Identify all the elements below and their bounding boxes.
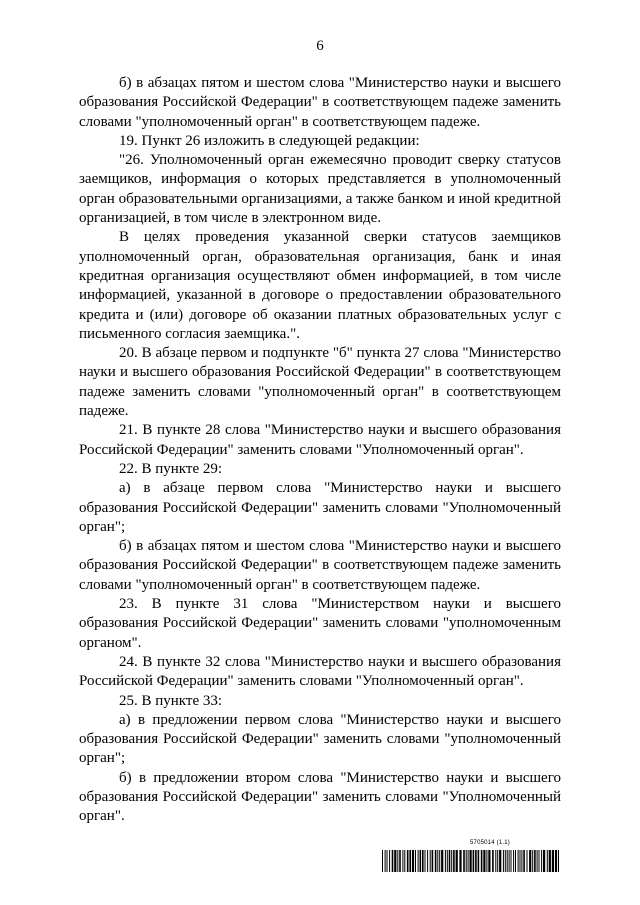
paragraph: 19. Пункт 26 изложить в следующей редакции: <box>119 132 420 149</box>
paragraph: б) в абзацах пятом и шестом слова "Министерство науки и высшего образования Российской Федерации" в соответствующем падеже заменить словами "уполномоченный орган" в соответствующем падеже. <box>79 538 561 593</box>
paragraph: 22. В пункте 29: <box>119 460 223 477</box>
paragraph: 23. В пункте 31 слова "Министерством науки и высшего образования Российской Федерации" заменить словами "уполномоченным органом". <box>79 596 561 651</box>
paragraph: б) в абзацах пятом и шестом слова "Министерство науки и высшего образования Российской Федерации" в соответствующем падеже заменить словами "уполномоченный орган" в соответствующем падеже. <box>79 75 561 130</box>
paragraph: В целях проведения указанной сверки статусов заемщиков уполномоченный орган, образовательная организация, банк и иная кредитная организация осуществляют обмен информацией, в том числе информацией, указанной в договоре о предоставлении образовательного кредита и (или) договоре об оказании платных образовательных услуг с письменного согласия заемщика.". <box>79 229 561 342</box>
paragraph: 25. В пункте 33: <box>119 692 223 709</box>
document-code: 5705014 (1.1) <box>470 840 510 846</box>
paragraph: 24. В пункте 32 слова "Министерство науки и высшего образования Российской Федерации" заменить словами "Уполномоченный орган". <box>79 653 561 690</box>
document-body <box>79 74 561 827</box>
page-number: 6 <box>316 38 324 54</box>
barcode <box>382 850 560 872</box>
paragraph: 21. В пункте 28 слова "Министерство науки и высшего образования Российской Федерации" заменить словами "Уполномоченный орган". <box>79 422 561 458</box>
paragraph: б) в предложении втором слова "Министерство науки и высшего образования Российской Федерации" заменить словами "Уполномоченный орган". <box>79 769 561 825</box>
paragraph: "26. Уполномоченный орган ежемесячно проводит сверку статусов заемщиков, информация о которых представляется в уполномоченный орган образовательными организациями, а также банком и иной кредитной организацией, в том числе в электронном виде. <box>79 152 561 227</box>
paragraph: а) в предложении первом слова "Министерство науки и высшего образования Российской Федерации" заменить словами "уполномоченный орган"; <box>79 711 561 767</box>
paragraph: 20. В абзаце первом и подпункте "б" пункта 27 слова "Министерство науки и высшего образования Российской Федерации" в соответствующем падеже заменить словами "уполномоченный орган" в соответствующем падеже. <box>79 345 561 420</box>
paragraph: а) в абзаце первом слова "Министерство науки и высшего образования Российской Федерации" заменить словами "Уполномоченный орган"; <box>79 480 561 535</box>
